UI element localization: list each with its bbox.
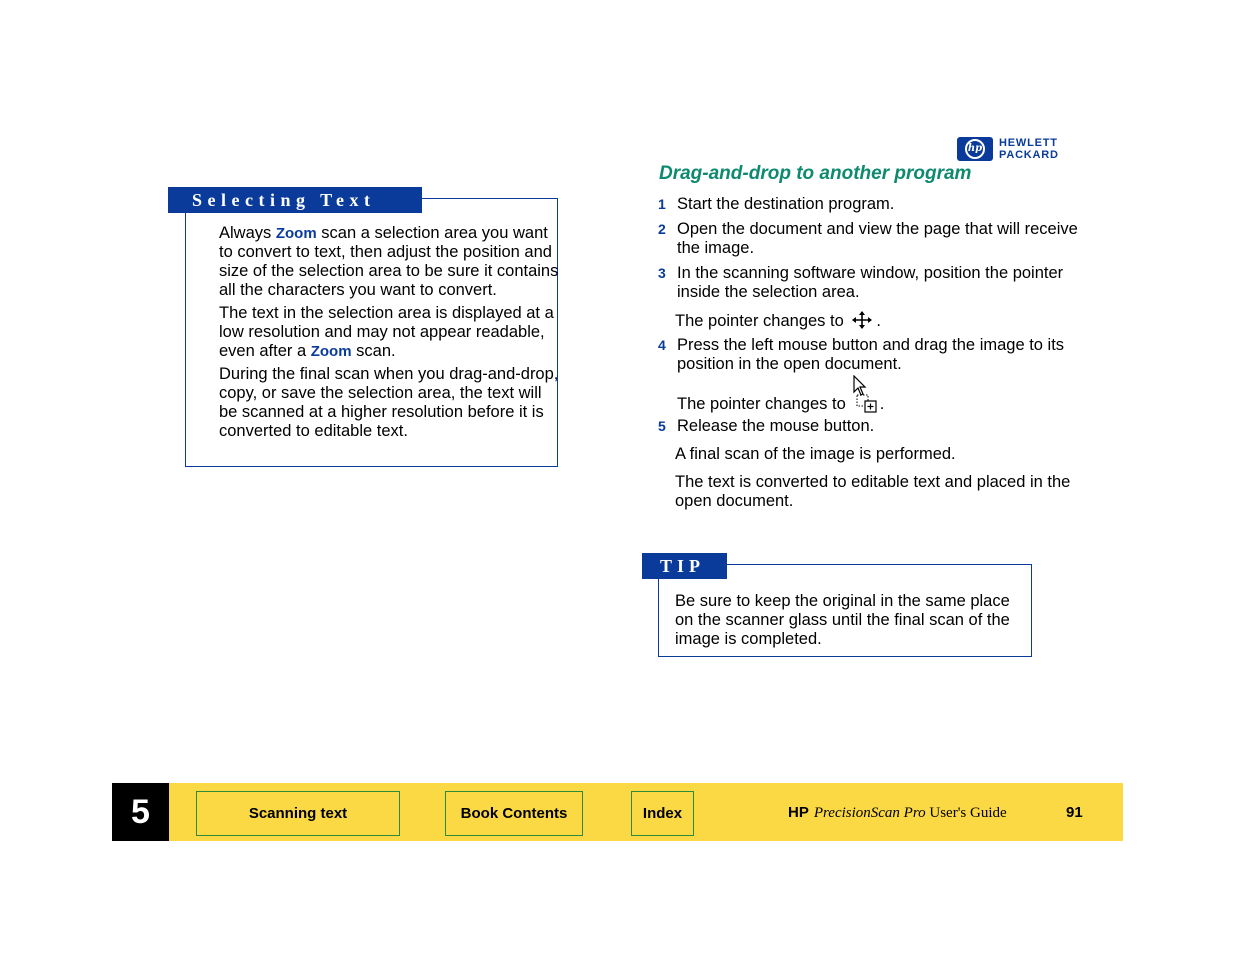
hp-logo-line1: HEWLETT <box>999 137 1058 149</box>
move-cursor-icon <box>852 311 872 329</box>
zoom-keyword: Zoom <box>310 343 352 360</box>
pointer-move-text: The pointer changes to <box>675 312 844 330</box>
sidebar-paragraph-3: During the final scan when you drag-and-drop, copy, or save the selection area, the text will be scanned at a higher resolution before it is converted to editable text. <box>219 365 559 440</box>
sidebar-text <box>219 224 559 445</box>
step-number: 4 <box>658 337 666 353</box>
pointer-move-note <box>675 311 1075 331</box>
page-number: 91 <box>1066 804 1083 821</box>
sidebar-p2-after: scan. <box>351 342 396 360</box>
tip-label: TIP <box>642 553 727 579</box>
step-number: 3 <box>658 265 666 281</box>
step-text: Open the document and view the page that will receive the image. <box>677 220 1078 257</box>
pointer-drag-text: The pointer changes to <box>677 395 846 413</box>
guide-suffix: User's Guide <box>925 805 1007 821</box>
tip-text: Be sure to keep the original in the same place on the scanner glass until the final scan of the image is completed. <box>675 592 1010 648</box>
hp-logo <box>957 137 1059 161</box>
pointer-drag-note <box>677 375 1077 414</box>
step-5 <box>658 417 1078 436</box>
step-text: Start the destination program. <box>677 195 895 213</box>
sidebar-p2-before: The text in the selection area is displayed at a low resolution and may not appear readable, even after a <box>219 304 554 360</box>
sidebar-p1-before: Always <box>219 224 276 242</box>
sidebar-p1-after: scan a selection area you want to convert to text, then adjust the position and size of the selection area to be sure it contains all the characters you want to convert. <box>219 224 559 299</box>
step-text: In the scanning software window, position the pointer inside the selection area. <box>677 264 1064 301</box>
hp-logo-text <box>999 137 1059 161</box>
zoom-keyword: Zoom <box>275 225 317 242</box>
guide-product: PrecisionScan Pro <box>813 805 926 821</box>
hp-logo-line2: PACKARD <box>999 149 1059 161</box>
converted-note: The text is converted to editable text and placed in the open document. <box>675 473 1071 510</box>
step-3 <box>658 264 1078 302</box>
index-button[interactable]: Index <box>631 791 694 836</box>
step-1 <box>658 195 1078 214</box>
section-heading: Drag-and-drop to another program <box>659 163 972 184</box>
step-number: 2 <box>658 221 666 237</box>
sidebar-paragraph-2 <box>219 304 559 361</box>
pointer-drag-end: . <box>879 395 885 413</box>
final-scan-note: A final scan of the image is performed. <box>675 445 956 463</box>
hp-logo-mark: hp <box>965 139 985 159</box>
step-text: Release the mouse button. <box>677 417 875 435</box>
step-2 <box>658 220 1078 258</box>
step-number: 5 <box>658 418 666 434</box>
book-contents-button[interactable]: Book Contents <box>445 791 583 836</box>
scanning-text-button[interactable]: Scanning text <box>196 791 400 836</box>
hp-logo-icon <box>957 137 993 161</box>
step-number: 1 <box>658 196 666 212</box>
step-text: Press the left mouse button and drag the image to its position in the open document. <box>677 336 1065 373</box>
guide-title <box>788 803 1007 823</box>
drag-copy-cursor-icon <box>852 375 880 413</box>
chapter-number: 5 <box>112 783 169 841</box>
sidebar-paragraph-1 <box>219 224 559 300</box>
sidebar-label: Selecting Text <box>168 187 422 213</box>
pointer-move-end: . <box>876 312 881 330</box>
step-4 <box>658 336 1078 374</box>
guide-hp: HP <box>788 804 809 821</box>
